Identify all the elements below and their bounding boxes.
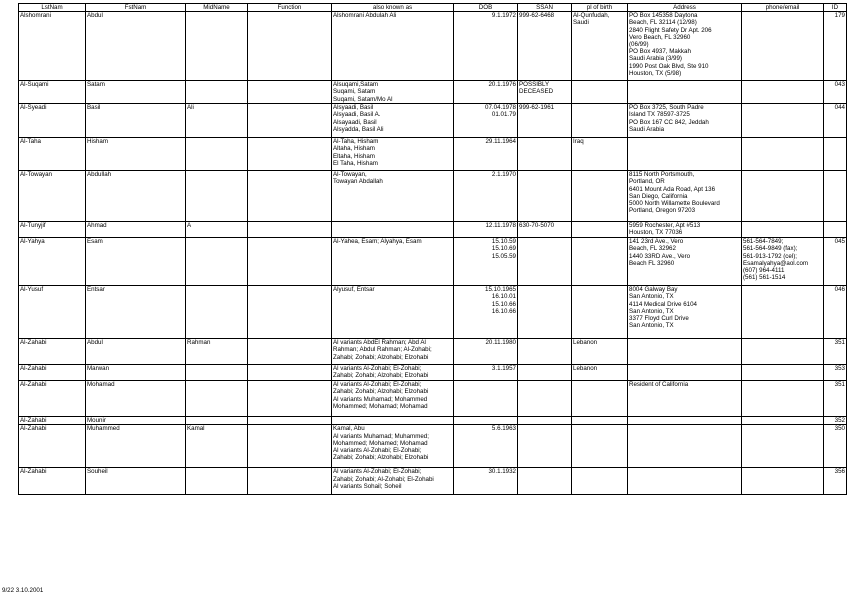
cell-address: 141 23rd Ave., Vero Beach, FL 32962 1440 33RD Ave., Vero Beach FL 32960	[628, 238, 742, 286]
cell-last-name: Al-Zahabi	[19, 339, 86, 365]
cell-function	[248, 222, 332, 238]
cell-middle-name	[186, 81, 248, 104]
cell-middle-name	[186, 365, 248, 381]
cell-address: 5959 Rochester, Apt #513 Houston, TX 77036	[628, 222, 742, 238]
table-row	[19, 339, 847, 365]
cell-phone-email	[742, 468, 824, 495]
cell-address	[628, 417, 742, 425]
cell-address	[628, 81, 742, 104]
cell-ssan	[518, 381, 572, 417]
cell-id: 046	[824, 286, 847, 339]
cell-place-of-birth	[572, 286, 628, 339]
cell-function	[248, 238, 332, 286]
cell-function	[248, 12, 332, 81]
header-function: Function	[248, 4, 332, 12]
cell-dob: 07.04.1978 01.01.79	[454, 104, 518, 138]
cell-dob: 15.10.59 15.10.69 15.05.59	[454, 238, 518, 286]
header-place-of-birth: pl of birth	[572, 4, 628, 12]
cell-dob: 2.1.1970	[454, 171, 518, 222]
header-phone-email: phone/email	[742, 4, 824, 12]
cell-aka: Alsuqami,Satam Suqami, Satam Suqami, Satam/Mo Al	[332, 81, 454, 104]
records-table	[18, 3, 847, 495]
cell-first-name: Mohamad	[86, 381, 186, 417]
cell-last-name: Al-Tunyjif	[19, 222, 86, 238]
cell-ssan: 630-70-5070	[518, 222, 572, 238]
cell-function	[248, 171, 332, 222]
header-id: ID	[824, 4, 847, 12]
cell-aka	[332, 417, 454, 425]
cell-first-name: Entsar	[86, 286, 186, 339]
cell-id: 043	[824, 81, 847, 104]
cell-middle-name: Rahman	[186, 339, 248, 365]
cell-dob: 15.10.1965 16.10.01 15.10.66 16.10.66	[454, 286, 518, 339]
cell-function	[248, 339, 332, 365]
cell-phone-email	[742, 425, 824, 468]
cell-ssan	[518, 138, 572, 171]
header-row	[19, 4, 847, 12]
cell-ssan	[518, 425, 572, 468]
cell-function	[248, 417, 332, 425]
cell-address: 8115 North Portsmouth, Portland, OR 6401 Mount Ada Road, Apt 136 San Diego, California 5000 North Willamette Boulevard Portland, Oregon 97203	[628, 171, 742, 222]
header-aka: also known as	[332, 4, 454, 12]
cell-address: PO Box 3725, South Padre Island TX 78597-3725 PO Box 167 CC 842, Jeddah Saudi Arabia	[628, 104, 742, 138]
cell-place-of-birth	[572, 381, 628, 417]
cell-ssan	[518, 468, 572, 495]
cell-ssan	[518, 238, 572, 286]
cell-middle-name: A	[186, 222, 248, 238]
cell-first-name: Mounir	[86, 417, 186, 425]
table-row	[19, 381, 847, 417]
cell-middle-name: Ali	[186, 104, 248, 138]
cell-id: 351	[824, 339, 847, 365]
cell-phone-email	[742, 365, 824, 381]
cell-middle-name	[186, 417, 248, 425]
cell-last-name: Al-Syeadi	[19, 104, 86, 138]
cell-id	[824, 171, 847, 222]
cell-ssan	[518, 286, 572, 339]
cell-aka: Al-Yahea, Esam; Alyahya, Esam	[332, 238, 454, 286]
cell-function	[248, 365, 332, 381]
cell-dob: 3.1.1957	[454, 365, 518, 381]
cell-place-of-birth	[572, 104, 628, 138]
cell-middle-name	[186, 171, 248, 222]
cell-place-of-birth	[572, 222, 628, 238]
cell-middle-name	[186, 12, 248, 81]
cell-dob: 9.1.1972	[454, 12, 518, 81]
cell-id: 044	[824, 104, 847, 138]
cell-id	[824, 222, 847, 238]
cell-last-name: Al-Towayan	[19, 171, 86, 222]
cell-first-name: Satam	[86, 81, 186, 104]
cell-function	[248, 81, 332, 104]
cell-phone-email	[742, 138, 824, 171]
cell-function	[248, 425, 332, 468]
cell-last-name: Al-Zahabi	[19, 365, 86, 381]
cell-id: 045	[824, 238, 847, 286]
cell-ssan	[518, 365, 572, 381]
cell-dob	[454, 381, 518, 417]
cell-ssan: 999-62-1961	[518, 104, 572, 138]
cell-last-name: Al-Taha	[19, 138, 86, 171]
table-row	[19, 222, 847, 238]
cell-place-of-birth	[572, 468, 628, 495]
cell-middle-name: Kamal	[186, 425, 248, 468]
cell-ssan: POSSIBLY DECEASED	[518, 81, 572, 104]
cell-address: PO Box 145358 Daytona Beach, FL 32114 (12/98) 2840 Flight Safety Dr Apt. 206 Vero Beach, FL 32960 (06/99) PO Box 4937, Makkah Saudi Arabia (3/99) 1990 Post Oak Blvd, Ste 910 Houston, TX (5/98)	[628, 12, 742, 81]
table-row	[19, 238, 847, 286]
cell-address	[628, 468, 742, 495]
cell-first-name: Souheil	[86, 468, 186, 495]
cell-aka: Alsyaadi, Basil Alsyaadi, Basil A. Alsayaadi, Basil Alsyadda, Basil Ali	[332, 104, 454, 138]
cell-first-name: Abdullah	[86, 171, 186, 222]
cell-aka	[332, 222, 454, 238]
cell-first-name: Muhammed	[86, 425, 186, 468]
cell-id: 351	[824, 381, 847, 417]
cell-last-name: Al-Suqami	[19, 81, 86, 104]
cell-middle-name	[186, 468, 248, 495]
cell-dob	[454, 417, 518, 425]
cell-id	[824, 138, 847, 171]
cell-first-name: Ahmad	[86, 222, 186, 238]
cell-middle-name	[186, 238, 248, 286]
cell-place-of-birth: Lebanon	[572, 339, 628, 365]
cell-aka: Al variants Al-Zohabi; El-Zohabi; Zahabi; Zohabi; Al-Zohabi; El-Zohabi Al variants Sohail; Soheil	[332, 468, 454, 495]
cell-phone-email	[742, 104, 824, 138]
cell-dob: 20.1.1976	[454, 81, 518, 104]
cell-function	[248, 381, 332, 417]
cell-address	[628, 425, 742, 468]
cell-first-name: Esam	[86, 238, 186, 286]
table-row	[19, 417, 847, 425]
cell-address: 8004 Galway Bay San Antonio, TX 4114 Medical Drive 6104 San Antonio, TX 3377 Floyd Curl Drive San Antonio, TX	[628, 286, 742, 339]
cell-first-name: Basil	[86, 104, 186, 138]
header-first-name: FstNam	[86, 4, 186, 12]
cell-place-of-birth	[572, 171, 628, 222]
table-row	[19, 425, 847, 468]
cell-middle-name	[186, 381, 248, 417]
cell-place-of-birth	[572, 425, 628, 468]
cell-id: 356	[824, 468, 847, 495]
cell-phone-email	[742, 12, 824, 81]
cell-phone-email	[742, 417, 824, 425]
cell-last-name: Al-Zahabi	[19, 417, 86, 425]
cell-last-name: Al-Zahabi	[19, 425, 86, 468]
cell-middle-name	[186, 286, 248, 339]
cell-aka: Al-Taha, Hisham Altaha, Hisham Eltaha, Hisham El Taha, Hisham	[332, 138, 454, 171]
table-row	[19, 81, 847, 104]
cell-phone-email	[742, 381, 824, 417]
table-row	[19, 104, 847, 138]
cell-phone-email	[742, 222, 824, 238]
cell-place-of-birth	[572, 238, 628, 286]
cell-function	[248, 104, 332, 138]
cell-aka: Alyusuf, Entsar	[332, 286, 454, 339]
cell-dob: 30.1.1932	[454, 468, 518, 495]
cell-first-name: Abdul	[86, 12, 186, 81]
cell-place-of-birth: Lebanon	[572, 365, 628, 381]
cell-aka: Alshomrani Abdulah Ali	[332, 12, 454, 81]
cell-ssan	[518, 417, 572, 425]
cell-aka: Kamal, Abu Al variants Muhamad; Muhammed; Mohammed; Mohamed; Mohamad Al variants Al-Zohabi; El-Zohabi; Zahabi; Zohabi; Alzohabi; Elzohabi	[332, 425, 454, 468]
cell-address	[628, 339, 742, 365]
cell-last-name: Al-Zahabi	[19, 381, 86, 417]
cell-function	[248, 468, 332, 495]
table-row	[19, 286, 847, 339]
cell-address	[628, 138, 742, 171]
cell-address	[628, 365, 742, 381]
cell-dob: 20.11.1980	[454, 339, 518, 365]
cell-middle-name	[186, 138, 248, 171]
cell-ssan	[518, 171, 572, 222]
header-address: Address	[628, 4, 742, 12]
cell-id: 179	[824, 12, 847, 81]
header-dob: DOB	[454, 4, 518, 12]
cell-place-of-birth	[572, 417, 628, 425]
cell-function	[248, 286, 332, 339]
cell-phone-email	[742, 339, 824, 365]
cell-first-name: Abdul	[86, 339, 186, 365]
cell-dob: 5.6.1963	[454, 425, 518, 468]
cell-first-name: Hisham	[86, 138, 186, 171]
cell-phone-email	[742, 81, 824, 104]
cell-phone-email	[742, 171, 824, 222]
table-row	[19, 171, 847, 222]
header-last-name: LstNam	[19, 4, 86, 12]
table-row	[19, 138, 847, 171]
cell-place-of-birth	[572, 81, 628, 104]
page-footer: 9/22 3.10.2001	[2, 587, 44, 594]
table-row	[19, 12, 847, 81]
cell-place-of-birth: Al-Qunfudah, Saudi	[572, 12, 628, 81]
cell-address: Resident of California	[628, 381, 742, 417]
table-row	[19, 365, 847, 381]
cell-last-name: Al-Zahabi	[19, 468, 86, 495]
cell-last-name: Al-Yahya	[19, 238, 86, 286]
cell-aka: Al-Towayan, Towayan Abdallah	[332, 171, 454, 222]
header-middle-name: MidName	[186, 4, 248, 12]
cell-function	[248, 138, 332, 171]
cell-aka: Al variants AbdEl Rahman; Abd Al Rahman; Abdul Rahman; Al-Zohabi; Zahabi; Zohabi; Alzohabi; Elzohabi	[332, 339, 454, 365]
cell-ssan: 999-62-6468	[518, 12, 572, 81]
cell-last-name: Al-Yusuf	[19, 286, 86, 339]
cell-place-of-birth: Iraq	[572, 138, 628, 171]
cell-first-name: Marwan	[86, 365, 186, 381]
cell-id: 353	[824, 365, 847, 381]
cell-phone-email: 561-564-7849; 561-564-9849 (fax); 561-913-1792 (cel); Esamalyahya@aol.com (607) 964-4111 (561) 561-1514	[742, 238, 824, 286]
cell-aka: Al variants Al-Zohabi; El-Zohabi; Zahabi; Zohabi; Alzohabi; Elzohabi Al variants Muhamad; Mohammed Mohammed; Mohamad; Mohamad	[332, 381, 454, 417]
table-row	[19, 468, 847, 495]
cell-dob: 29.11.1964	[454, 138, 518, 171]
cell-phone-email	[742, 286, 824, 339]
cell-aka: Al variants Al-Zohabi; El-Zohabi; Zahabi; Zohabi; Alzohabi; Elzohabi	[332, 365, 454, 381]
cell-id: 350	[824, 425, 847, 468]
cell-last-name: Alshomrani	[19, 12, 86, 81]
header-ssan: SSAN	[518, 4, 572, 12]
cell-dob: 12.11.1978	[454, 222, 518, 238]
cell-ssan	[518, 339, 572, 365]
cell-id: 352	[824, 417, 847, 425]
